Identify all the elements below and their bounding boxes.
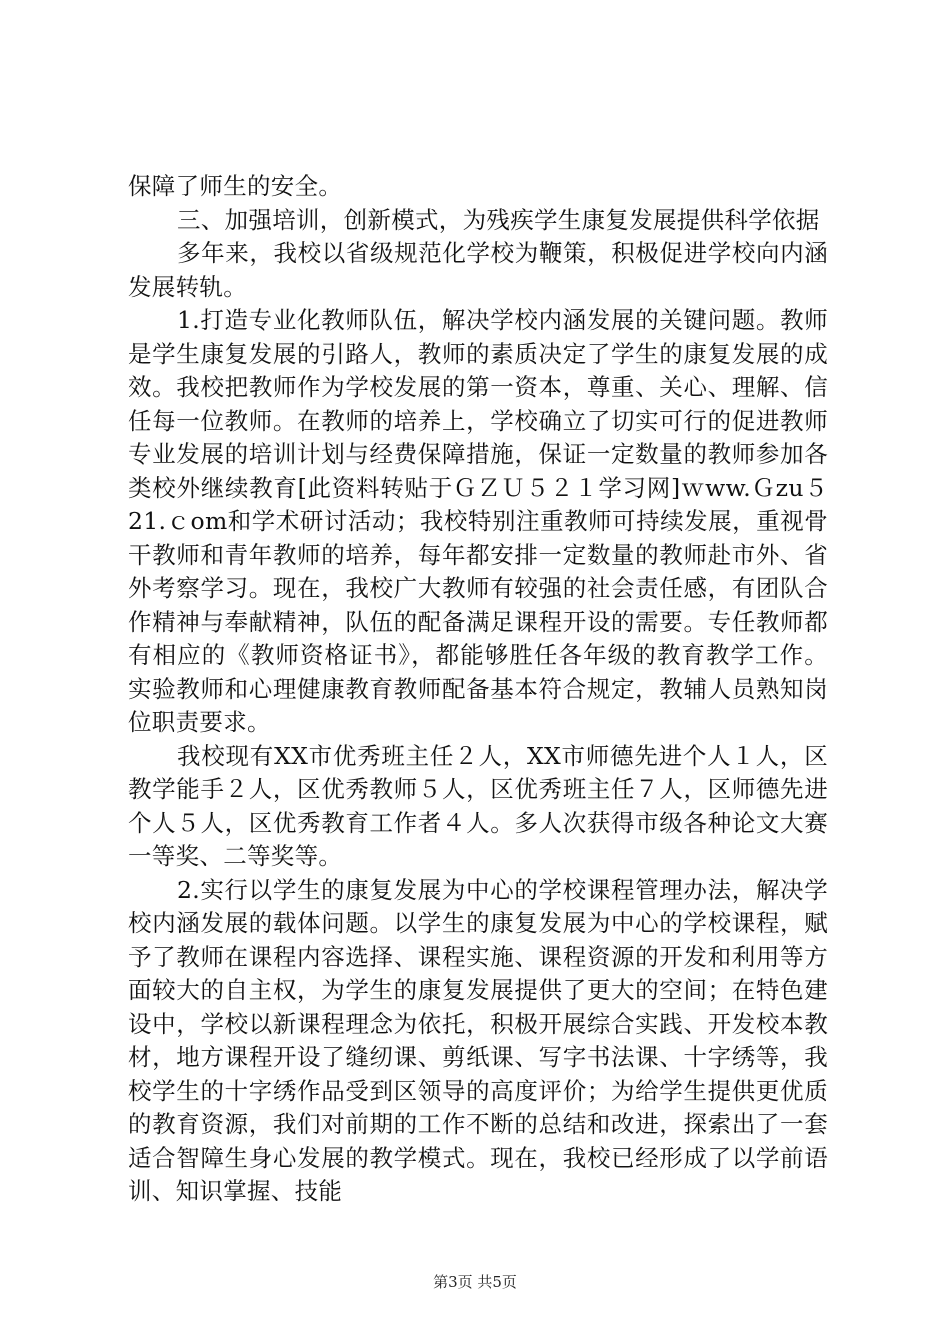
paragraph-3: 1.打造专业化教师队伍，解决学校内涵发展的关键问题。教师是学生康复发展的引路人，教师的素质决定了学生的康复发展的成效。我校把教师作为学校发展的第一资本，尊重、关心、理解、信任每一位教师。在教师的培养上，学校确立了切实可行的促进教师专业发展的培训计划与经费保障措施，保证一定数量的教师参加各类校外继续教育[此资料转贴于ＧＺＵ５２１学习网]ｗww.Ｇzu５21.ｃom和学术研讨活动；我校特别注重教师可持续发展，重视骨干教师和青年教师的培养，每年都安排一定数量的教师赴市外、省外考察学习。现在，我校广大教师有较强的社会责任感，有团队合作精神与奉献精神，队伍的配备满足课程开设的需要。专任教师都有相应的《教师资格证书》，都能够胜任各年级的教育教学工作。实验教师和心理健康教育教师配备基本符合规定，教辅人员熟知岗位职责要求。 — [128, 306, 828, 736]
paragraph-1: 保障了师生的安全。 — [128, 172, 343, 200]
paragraph-5: 2.实行以学生的康复发展为中心的学校课程管理办法，解决学校内涵发展的载体问题。以学生的康复发展为中心的学校课程，赋予了教师在课程内容选择、课程实施、课程资源的开发和利用等方面较大的自主权，为学生的康复发展提供了更大的空间；在特色建设中，学校以新课程理念为依托，积极开展综合实践、开发校本教材，地方课程开设了缝纫课、剪纸课、写字书法课、十字绣等，我校学生的十字绣作品受到区领导的高度评价；为给学生提供更优质的教育资源，我们对前期的工作不断的总结和改进，探索出了一套适合智障生身心发展的教学模式。现在，我校已经形成了以学前语训、知识掌握、技能 — [128, 875, 828, 1205]
paragraph-2: 多年来，我校以省级规范化学校为鞭策，积极促进学校向内涵发展转轨。 — [128, 239, 828, 301]
paragraph-4: 我校现有XX市优秀班主任２人，XX市师德先进个人１人，区教学能手２人，区优秀教师５人，区优秀班主任７人，区师德先进个人５人，区优秀教育工作者４人。多人次获得市级各种论文大赛一等奖、二等奖等。 — [128, 741, 828, 870]
section-heading: 三、加强培训，创新模式，为残疾学生康复发展提供科学依据 — [177, 205, 820, 234]
page-footer: 第3页 共5页 — [433, 1273, 517, 1291]
document-body — [128, 170, 828, 1209]
